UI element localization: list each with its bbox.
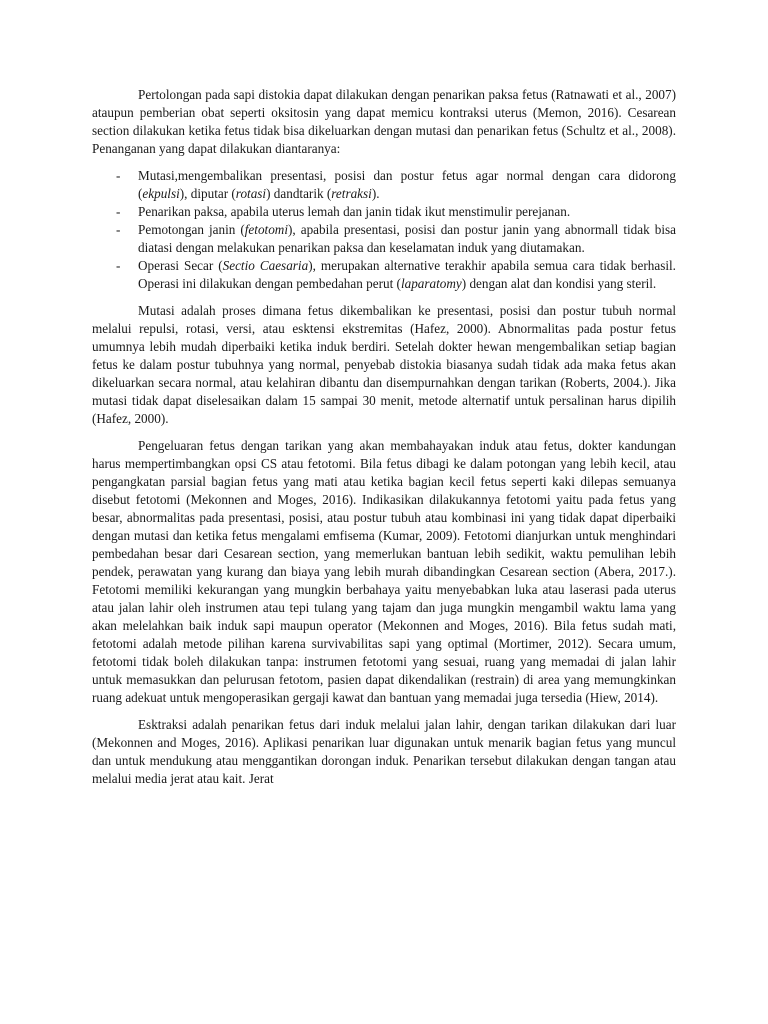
bullet-dash: - — [116, 204, 121, 219]
paragraph-intro: Pertolongan pada sapi distokia dapat dilakukan dengan penarikan paksa fetus (Ratnawati et al., 2007) ataupun pemberian obat seperti oksitosin yang dapat memicu kontraksi uterus (Memon, 2016). Cesarean section dilakukan ketika fetus tidak bisa dikeluarkan dengan mutasi dan penarikan fetus (Schultz et al., 2008). Penanganan yang dapat dilakukan diantaranya: — [92, 87, 676, 156]
document-body — [92, 86, 676, 788]
paragraph-ekstraksi: Esktraksi adalah penarikan fetus dari induk melalui jalan lahir, dengan tarikan dilakukan dari luar (Mekonnen and Moges, 2016). Aplikasi penarikan luar digunakan untuk menarik bagian fetus yang muncul dan untuk mendukung atau menggantikan dorongan induk. Penarikan tersebut dilakukan dengan tangan atau melalui media jerat atau kait. Jerat — [92, 717, 676, 786]
bullet-dash: - — [116, 222, 121, 237]
paragraph-mutasi: Mutasi adalah proses dimana fetus dikembalikan ke presentasi, posisi dan postur tubuh normal melalui repulsi, rotasi, versi, atau esktensi ekstremitas (Hafez, 2000). Abnormalitas pada postur fetus umumnya lebih mudah diperbaiki ketika induk berdiri. Setelah dokter hewan mengembalikan setiap bagian fetus ke dalam postur tubuhnya yang normal, penyebab distokia biasanya sudah tidak ada maka fetus akan dikeluarkan secara normal, atau kelahiran dibantu dan disempurnahkan dengan tarikan (Roberts, 2004.). Jika mutasi tidak dapat diselesaikan dalam 15 sampai 30 menit, metode alternatif untuk persalinan harus dipilih (Hafez, 2000). — [92, 303, 676, 426]
treatment-list — [92, 167, 676, 293]
list-item: - Operasi Secar (Sectio Caesaria), merupakan alternative terakhir apabila semua cara tidak berhasil. Operasi ini dilakukan dengan pembedahan perut (laparatomy) dengan alat dan kondisi yang steril. — [116, 258, 676, 291]
paragraph-fetotomi: Pengeluaran fetus dengan tarikan yang akan membahayakan induk atau fetus, dokter kandungan harus mempertimbangkan opsi CS atau fetotomi. Bila fetus dibagi ke dalam potongan yang lebih kecil, atau pengangkatan parsial bagian fetus yang mati atau ketika bagian kecil fetus seperti kaki dilepas semuanya disebut fetotomi (Mekonnen and Moges, 2016). Indikasikan dilakukannya fetotomi yaitu pada fetus yang besar, abnormalitas pada presentasi, posisi, atau postur tubuh atau kombinasi ini yang tidak dapat diperbaiki dengan mutasi dan ketika fetus mengalami emfisema (Kumar, 2009). Fetotomi dianjurkan untuk menghindari pembedahan besar dari Cesarean section, yang memerlukan bantuan lebih sedikit, waktu pemulihan lebih pendek, perawatan yang kurang dan biaya yang lebih murah dibandingkan Cesarean section (Abera, 2017.). Fetotomi memiliki kekurangan yang mungkin berbahaya yaitu menyebabkan luka atau laserasi pada uterus atau jalan lahir oleh instrumen atau tepi tulang yang tajam dan juga mungkin mengambil waktu lama yang akan melelahkan baik induk sapi maupun operator (Mekonnen and Moges, 2016). Bila fetus sudah mati, fetotomi adalah metode pilihan karena survivabilitas sapi yang optimal (Mortimer, 2012). Secara umum, fetotomi tidak boleh dilakukan tanpa: instrumen fetotomi yang sesuai, ruang yang memadai di jalan lahir untuk memasukkan dan pelurusan fetotom, pasien dapat dikendalikan (restrain) di area yang memungkinkan ruang adekuat untuk mengoperasikan gergaji kawat dan bantuan yang memadai juga tersedia (Hiew, 2014). — [92, 438, 676, 705]
list-item: - Pemotongan janin (fetotomi), apabila presentasi, posisi dan postur janin yang abnormall tidak bisa diatasi dengan melakukan penarikan paksa dan keselamatan induk yang diutamakan. — [116, 222, 676, 255]
bullet-dash: - — [116, 258, 121, 273]
list-item: - Penarikan paksa, apabila uterus lemah dan janin tidak ikut menstimulir perejanan. — [116, 204, 571, 219]
bullet-dash: - — [116, 168, 121, 183]
list-item: - Mutasi,mengembalikan presentasi, posisi dan postur fetus agar normal dengan cara didorong (ekpulsi), diputar (rotasi) dandtarik (retraksi). — [116, 168, 676, 201]
